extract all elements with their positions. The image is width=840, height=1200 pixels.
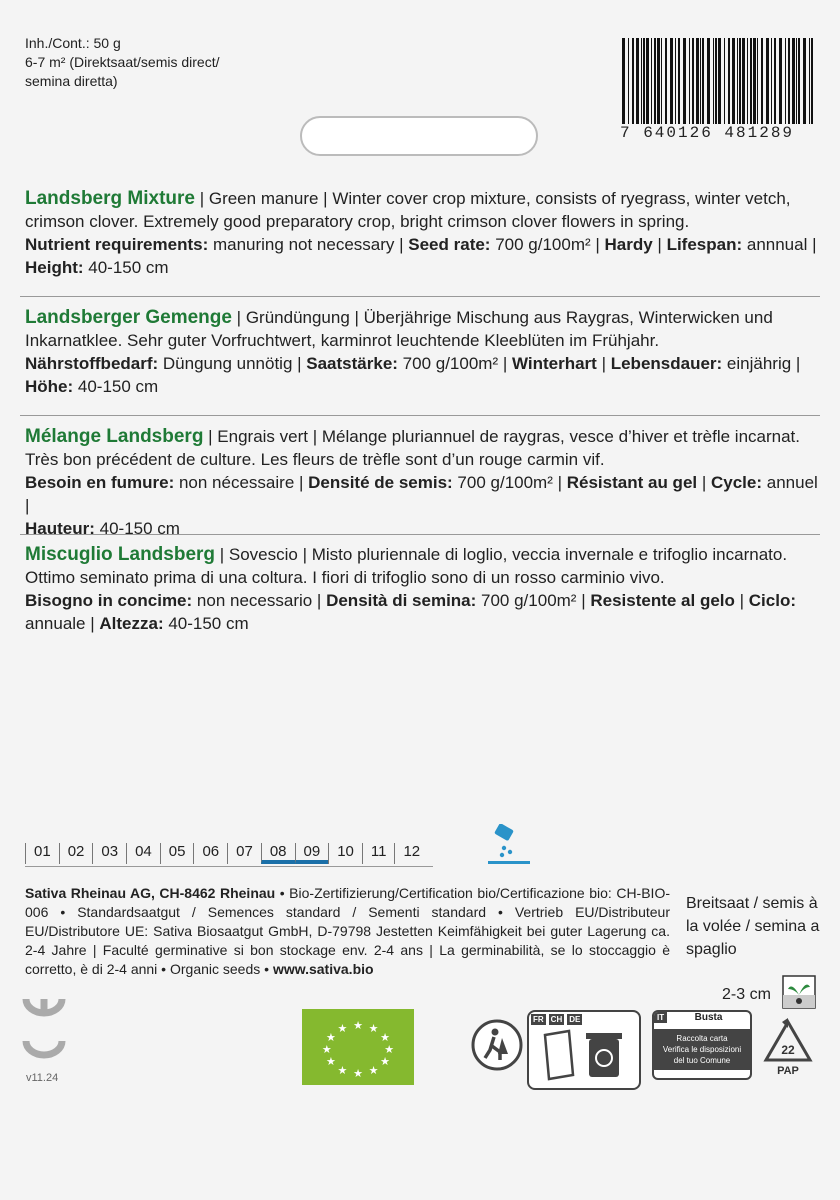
sowing-area: 6-7 m² (Direktsaat/semis direct/ — [25, 54, 220, 70]
nutrient-value: manuring not necessary | — [208, 235, 409, 254]
separator: | — [734, 591, 749, 610]
divider — [20, 415, 820, 416]
barcode-bar — [702, 38, 704, 124]
it-line-3: del tuo Comune — [673, 1056, 731, 1065]
seedrate-label: Saatstärke: — [306, 354, 398, 373]
eu-star: ★ — [368, 1023, 379, 1036]
barcode-bar — [641, 38, 642, 124]
section-french — [25, 425, 825, 540]
barcode-bar — [718, 38, 721, 124]
legal-info — [25, 884, 670, 979]
barcode-bar — [651, 38, 652, 124]
section-desc: | Green manure | Winter cover crop mixture, consists of ryegrass, winter vetch, — [194, 189, 791, 208]
separator: | — [596, 354, 611, 373]
country-code-de: DE — [569, 1015, 581, 1024]
barcode-bar — [636, 38, 639, 124]
separator: | — [652, 235, 667, 254]
barcode-number: 7 640126 481289 — [620, 124, 795, 142]
height-label: Height: — [25, 258, 84, 277]
section-title: Miscuglio Landsberg — [25, 544, 216, 565]
month-09: 09 — [295, 843, 329, 864]
seedrate-value: 700 g/100m² | — [397, 354, 512, 373]
section-title: Landsberger Gemenge — [25, 307, 232, 328]
seedrate-value: 700 g/100m² | — [490, 235, 605, 254]
month-05: 05 — [160, 843, 194, 864]
sowing-method: Breitsaat / semis à la volée / semina a spaglio — [686, 895, 820, 958]
month-07: 07 — [227, 843, 261, 864]
hardy-label: Resistente al gelo — [590, 591, 735, 610]
nutrient-label: Nährstoffbedarf: — [25, 354, 159, 373]
height-value: 40-150 cm — [94, 519, 180, 538]
barcode-bar — [771, 38, 772, 124]
section-desc-2: Inkarnatklee. Sehr guter Vorfruchtwert, karminrot leuchtende Kleeblüten im Frühjahr. — [25, 331, 660, 350]
height-label: Höhe: — [25, 377, 74, 396]
eu-star: ★ — [321, 1044, 332, 1056]
height-label: Altezza: — [99, 614, 164, 633]
month-03: 03 — [92, 843, 126, 864]
barcode-bar — [657, 38, 660, 124]
barcode-bar — [750, 38, 752, 124]
nutrient-label: Besoin en fumure: — [25, 473, 175, 492]
sowing-area-cont: semina diretta) — [25, 73, 118, 89]
lifespan-label: Lebensdauer: — [610, 354, 723, 373]
country-code-fr: FR — [533, 1015, 544, 1024]
barcode-bar — [678, 38, 680, 124]
barcode-bar — [713, 38, 714, 124]
barcode-bar — [622, 38, 625, 124]
eu-star: ★ — [326, 1032, 336, 1044]
barcode-bar — [654, 38, 656, 124]
seedrate-label: Densità di semina: — [326, 591, 477, 610]
month-08: 08 — [261, 843, 295, 864]
nutrient-label: Bisogno in concime: — [25, 591, 193, 610]
eu-star: ★ — [384, 1044, 395, 1056]
lifespan-value: annuel | — [25, 473, 818, 515]
packaging-symbols-icon — [22, 993, 68, 1073]
divider — [20, 296, 820, 297]
section-desc-2: crimson clover. Extremely good preparatory crop, bright crimson clover flowers in spring. — [25, 212, 690, 231]
barcode-bar — [696, 38, 699, 124]
barcode-bar — [715, 38, 717, 124]
section-desc: | Gründüngung | Überjährige Mischung aus Raygras, Winterwicken und — [231, 308, 773, 327]
month-12: 12 — [394, 843, 428, 864]
hardy-label: Hardy — [604, 235, 653, 254]
barcode-bar — [670, 38, 673, 124]
barcode-bar — [737, 38, 738, 124]
calendar-baseline — [25, 866, 433, 867]
separator: | — [697, 473, 711, 492]
section-desc: | Engrais vert | Mélange pluriannuel de raygras, vesce d’hiver et trèfle incarnat. — [203, 427, 800, 446]
italy-recycling-box — [652, 1010, 752, 1080]
barcode-bar — [728, 38, 730, 124]
sowing-calendar — [25, 843, 428, 864]
month-11: 11 — [362, 843, 395, 864]
eu-star: ★ — [353, 1068, 363, 1080]
nutrient-label: Nutrient requirements: — [25, 235, 209, 254]
lifespan-label: Cycle: — [711, 473, 763, 492]
height-value: 40-150 cm — [73, 377, 159, 396]
barcode-bar — [788, 38, 790, 124]
barcode-bar — [700, 38, 701, 124]
height-value: 40-150 cm — [83, 258, 169, 277]
barcode-bar — [753, 38, 756, 124]
version-label: v11.24 — [26, 1072, 59, 1084]
month-04: 04 — [126, 843, 160, 864]
lifespan-value: annnual | — [742, 235, 817, 254]
eu-star: ★ — [380, 1056, 390, 1068]
it-line-1: Raccolta carta — [676, 1034, 728, 1043]
section-italian — [25, 543, 825, 635]
month-01: 01 — [25, 843, 59, 864]
section-title: Landsberg Mixture — [25, 188, 195, 209]
barcode-bar — [724, 38, 725, 124]
country-code-ch: CH — [550, 1015, 563, 1024]
barcode-bar — [757, 38, 758, 124]
pap-number: 22 — [781, 1043, 795, 1057]
lifespan-label: Ciclo: — [748, 591, 797, 610]
seed-depth-icon — [782, 975, 816, 1009]
barcode-bar — [661, 38, 662, 124]
it-instructions — [654, 1029, 750, 1070]
barcode-bar — [785, 38, 786, 124]
barcode-bar — [774, 38, 776, 124]
barcode-bar — [632, 38, 634, 124]
barcode-bar — [811, 38, 813, 124]
month-10: 10 — [328, 843, 362, 864]
pap-label: PAP — [777, 1065, 799, 1076]
barcode-bar — [665, 38, 667, 124]
country-recycling-box — [527, 1010, 641, 1090]
eu-star: ★ — [368, 1064, 379, 1077]
barcode-bar — [643, 38, 645, 124]
eu-star: ★ — [380, 1032, 390, 1044]
company-name: Sativa Rheinau AG, CH-8462 Rheinau — [25, 885, 276, 901]
barcode-bar — [628, 38, 629, 124]
tidyman-recycle-icon — [470, 1018, 524, 1072]
month-06: 06 — [193, 843, 227, 864]
seedrate-value: 700 g/100m² | — [452, 473, 567, 492]
barcode-bar — [732, 38, 735, 124]
height-label: Hauteur: — [25, 519, 95, 538]
sowing-depth: 2-3 cm — [722, 986, 771, 1003]
content-weight: Inh./Cont.: 50 g — [25, 35, 121, 51]
hardy-label: Winterhart — [511, 354, 597, 373]
month-02: 02 — [59, 843, 93, 864]
it-line-2: Verifica le disposizioni — [662, 1045, 742, 1054]
lifespan-label: Lifespan: — [666, 235, 743, 254]
barcode-bar — [646, 38, 649, 124]
it-title: Busta — [694, 1012, 723, 1023]
barcode-bar — [766, 38, 769, 124]
barcode-bar — [779, 38, 782, 124]
section-english — [25, 187, 825, 279]
lifespan-value: einjährig | — [722, 354, 801, 373]
country-code-it: IT — [654, 1012, 667, 1023]
lifespan-value: annuale | — [25, 614, 100, 633]
section-desc-2: Très bon précédent de culture. Les fleurs de trèfle sont d’un rouge carmin vif. — [25, 450, 605, 469]
package-content-info — [25, 34, 219, 91]
certification-text: • Bio-Zertifizierung/Certification bio/Certificazione bio: CH-BIO-006 • Standardsaatgut / Semences standard / Sementi standard • Vertrieb EU/Distributeur EU/Distributore UE: Sativa Biosaatgut GmbH, D-79798 Jestetten Keimfähigkeit bei guter Lagerung ca. 2-4 Jahre | Faculté germinative si bon stockage env. 2-4 ans | La germinabilità, se lo stoccaggio è corretto, è di 2-4 anni • Organic seeds • — [25, 885, 670, 977]
paper-bin-icon — [529, 1027, 639, 1087]
section-german — [25, 306, 825, 398]
pap-recycle-icon — [760, 1018, 816, 1076]
divider — [20, 534, 820, 535]
eu-star: ★ — [326, 1056, 336, 1068]
barcode-bar — [739, 38, 741, 124]
height-value: 40-150 cm — [163, 614, 249, 633]
nutrient-value: Düngung unnötig | — [158, 354, 307, 373]
barcode-bar — [798, 38, 800, 124]
section-title: Mélange Landsberg — [25, 426, 204, 447]
barcode-bar — [809, 38, 810, 124]
barcode-bar — [792, 38, 795, 124]
eu-star: ★ — [337, 1023, 348, 1036]
eu-star: ★ — [353, 1020, 363, 1032]
barcode-bar — [707, 38, 710, 124]
seedrate-value: 700 g/100m² | — [476, 591, 591, 610]
seedrate-label: Seed rate: — [408, 235, 491, 254]
website-link[interactable]: www.sativa.bio — [272, 961, 374, 977]
seedrate-label: Densité de semis: — [308, 473, 453, 492]
nutrient-value: non necessario | — [192, 591, 327, 610]
broadcast-sowing-icon — [486, 824, 532, 866]
eu-star: ★ — [337, 1064, 348, 1077]
barcode-bar — [683, 38, 686, 124]
barcode-bar — [796, 38, 797, 124]
barcode-bar — [692, 38, 694, 124]
barcode-bar — [761, 38, 763, 124]
hardy-label: Résistant au gel — [566, 473, 698, 492]
hanger-hole — [300, 116, 538, 156]
barcode-bar — [689, 38, 690, 124]
barcode-bar — [675, 38, 676, 124]
nutrient-value: non nécessaire | — [174, 473, 309, 492]
section-desc-2: Ottimo seminato prima di una coltura. I fiori di trifoglio sono di un rosso carminio vivo. — [25, 568, 665, 587]
barcode-bar — [747, 38, 748, 124]
eu-organic-logo — [302, 1009, 414, 1085]
barcode-bar — [803, 38, 806, 124]
barcode — [620, 38, 816, 128]
barcode-bar — [742, 38, 745, 124]
section-desc: | Sovescio | Misto pluriennale di loglio, veccia invernale e trifoglio incarnato. — [215, 545, 788, 564]
